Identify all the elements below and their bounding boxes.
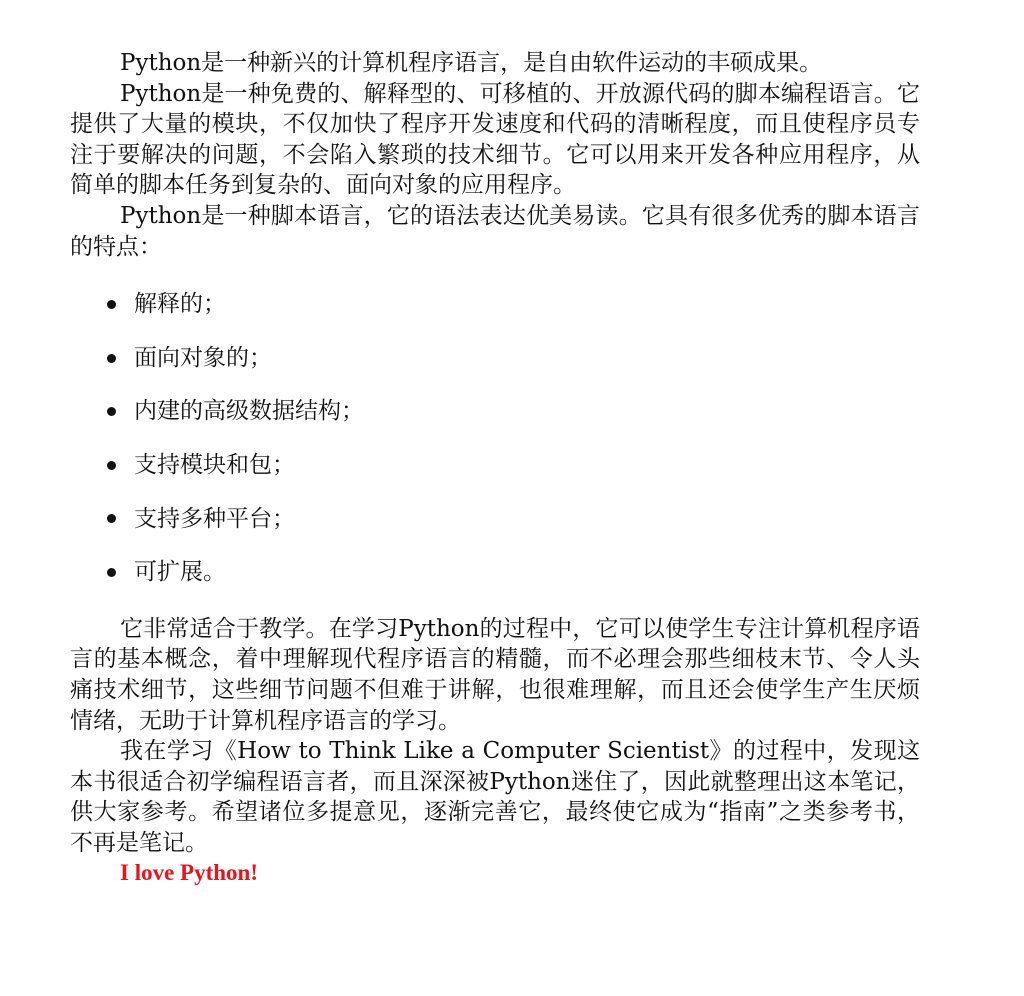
list-item-text: 解释的； [134, 291, 226, 318]
list-item [107, 396, 920, 427]
author-note-paragraph: 我在学习《How to Think Like a Computer Scientist》的过程中，发现这本书很适合初学编程语言者，而且深深被Python迷住了，因此就整理出这本笔记，供大家参考。希望诸位多提意见，逐渐完善它，最终使它成为“指南”之类参考书，不再是笔记。 [70, 738, 920, 856]
feature-list [70, 289, 920, 588]
list-item-text: 支持模块和包； [134, 451, 295, 478]
closing-statement: I love Python! [120, 860, 258, 886]
bullet-icon [107, 300, 116, 309]
bullet-icon [107, 407, 116, 416]
list-item [107, 450, 920, 481]
teaching-paragraph: 它非常适合于教学。在学习Python的过程中，它可以使学生专注计算机程序语言的基本概念，着中理解现代程序语言的精髓，而不必理会那些细枝末节、令人头痛技术细节，这些细节问题不但难于讲解，也很难理解，而且还会使学生产生厌烦情绪，无助于计算机程序语言的学习。 [70, 615, 920, 734]
list-item [107, 504, 920, 535]
description-paragraph: Python是一种免费的、解释型的、可移植的、开放源代码的脚本编程语言。它提供了大量的模块，不仅加快了程序开发速度和代码的清晰程度，而且使程序员专注于要解决的问题，不会陷入繁琐的技术细节。它可以用来开发各种应用程序，从简单的脚本任务到复杂的、面向对象的应用程序。 [70, 80, 920, 199]
list-item-text: 支持多种平台； [134, 505, 295, 532]
list-item-text: 可扩展。 [134, 559, 226, 586]
list-item-text: 面向对象的； [134, 344, 272, 371]
list-item-text: 内建的高级数据结构； [134, 398, 364, 425]
bullet-icon [107, 514, 116, 523]
bullet-icon [107, 354, 116, 363]
bullet-icon [107, 461, 116, 470]
features-intro-paragraph: Python是一种脚本语言，它的语法表达优美易读。它具有很多优秀的脚本语言的特点： [70, 202, 920, 260]
bullet-icon [107, 568, 116, 577]
list-item [107, 557, 920, 588]
list-item [107, 289, 920, 320]
document-page [70, 48, 920, 889]
intro-paragraph: Python是一种新兴的计算机程序语言，是自由软件运动的丰硕成果。 [120, 50, 823, 76]
list-item [107, 343, 920, 374]
